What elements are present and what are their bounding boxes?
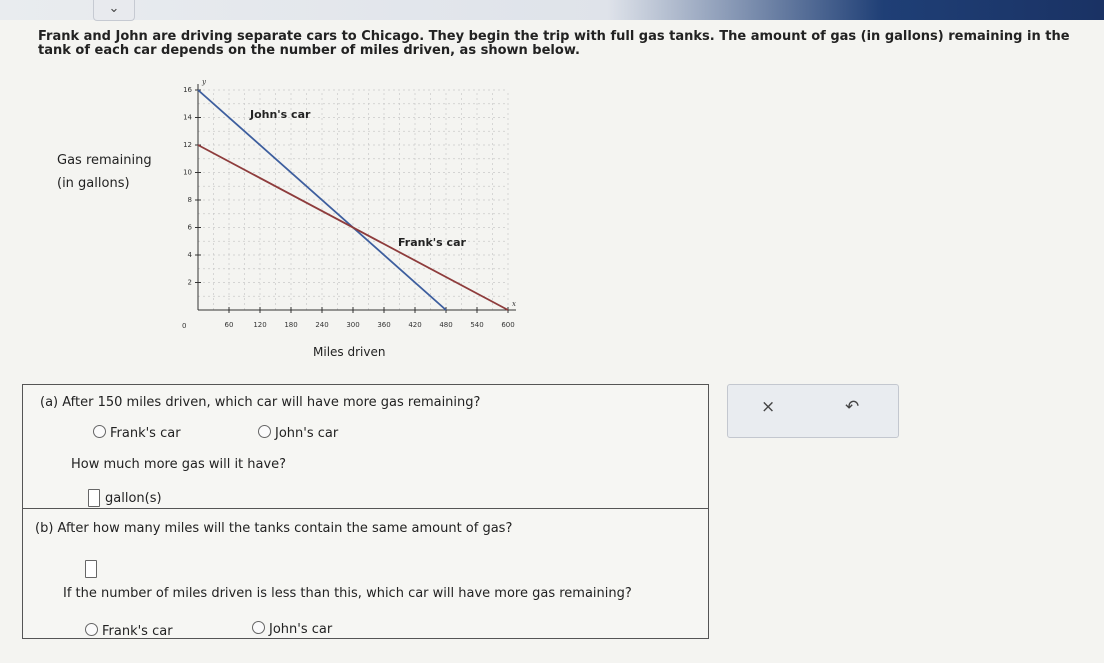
gas-chart (160, 70, 535, 340)
y-tick-label: 8 (187, 196, 192, 204)
x-tick-label: 480 (439, 321, 453, 329)
problem-statement: Frank and John are driving separate cars to Chicago. They begin the trip with full gas tanks. The amount of gas (in gallons) remaining in the tank of each car depends on the number of miles driven, as shown below. (38, 29, 1070, 58)
x-tick-label: 600 (501, 321, 515, 329)
radio-b-john[interactable] (252, 621, 332, 637)
x-tick-label: 420 (408, 321, 422, 329)
y-axis-title-line1: Gas remaining (57, 153, 152, 168)
y-axis-title (57, 149, 152, 195)
origin-label: 0 (182, 322, 187, 330)
radio-circle[interactable] (252, 621, 265, 634)
x-tick-label: 60 (224, 321, 234, 329)
y-tick-label: 4 (187, 251, 192, 259)
x-axis-symbol: x (512, 300, 516, 308)
radio-a-frank-label: Frank's car (110, 426, 181, 441)
question-a-text: (a) After 150 miles driven, which car will have more gas remaining? (40, 395, 481, 410)
answer-b-miles-input[interactable] (85, 560, 97, 578)
x-tick-label: 240 (315, 321, 329, 329)
series-label-1: Frank's car (398, 236, 466, 249)
y-tick-label: 2 (187, 278, 192, 287)
y-axis-title-line2: (in gallons) (57, 176, 130, 191)
y-axis-symbol: y (202, 78, 206, 86)
unit-label: gallon(s) (105, 491, 162, 506)
top-bar (0, 0, 1104, 20)
radio-circle[interactable] (93, 425, 106, 438)
radio-circle[interactable] (85, 623, 98, 636)
x-tick-label: 300 (346, 321, 360, 329)
y-tick-label: 10 (183, 168, 192, 177)
answer-tools-panel (727, 384, 899, 438)
x-axis-title: Miles driven (313, 345, 386, 359)
radio-a-frank[interactable] (93, 425, 181, 441)
radio-a-john[interactable] (258, 425, 338, 441)
radio-b-john-label: John's car (269, 622, 333, 637)
answer-a-gallons-input[interactable] (88, 489, 100, 507)
y-tick-label: 14 (183, 113, 192, 122)
x-tick-label: 540 (470, 321, 484, 329)
radio-circle[interactable] (258, 425, 271, 438)
question-b-text: (b) After how many miles will the tanks contain the same amount of gas? (35, 521, 513, 536)
x-tick-label: 180 (284, 321, 298, 329)
radio-a-john-label: John's car (275, 426, 339, 441)
series-label-0: John's car (250, 108, 311, 121)
y-tick-label: 12 (183, 141, 192, 149)
question-a-followup: How much more gas will it have? (71, 457, 287, 472)
question-panel (22, 384, 709, 639)
chevron-down-icon[interactable]: ⌄ (93, 0, 135, 21)
y-tick-label: 16 (183, 86, 192, 94)
radio-b-frank[interactable] (85, 623, 173, 639)
x-tick-label: 120 (253, 321, 267, 329)
undo-button[interactable]: ↶ (845, 397, 860, 417)
y-tick-label: 6 (187, 223, 192, 232)
section-divider (23, 508, 708, 509)
clear-button[interactable]: × (761, 397, 776, 417)
x-tick-label: 360 (377, 321, 391, 329)
question-b-followup: If the number of miles driven is less than this, which car will have more gas remaining? (63, 586, 632, 601)
radio-b-frank-label: Frank's car (102, 624, 173, 639)
